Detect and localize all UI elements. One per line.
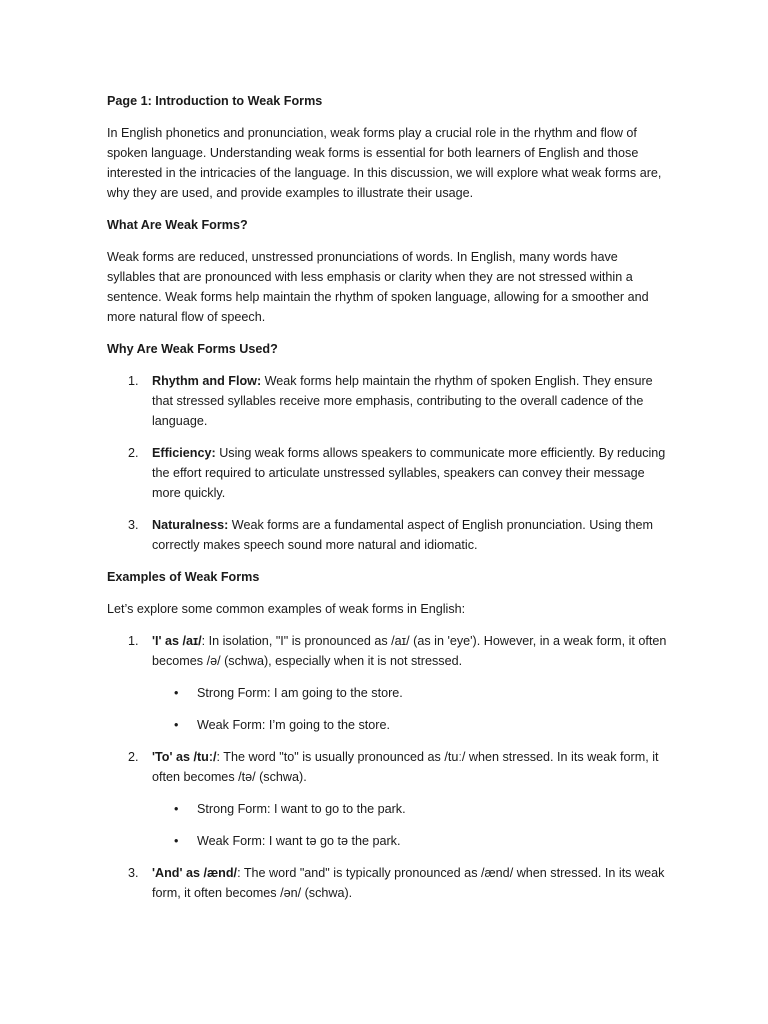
what-heading: What Are Weak Forms? xyxy=(107,218,248,232)
list-number: 3. xyxy=(128,866,139,880)
list-number: 3. xyxy=(128,518,139,532)
bullet-text: Weak Form: I’m going to the store. xyxy=(197,718,390,732)
list-term: Efficiency: xyxy=(152,446,216,460)
bullet-text: Weak Form: I want tə go tə the park. xyxy=(197,834,401,848)
list-term: Rhythm and Flow: xyxy=(152,374,262,388)
why-list xyxy=(107,371,668,555)
why-list-item xyxy=(107,515,668,555)
list-number: 1. xyxy=(128,374,139,388)
list-term: 'I' as /aɪ/ xyxy=(152,634,202,648)
bullet-icon: • xyxy=(174,834,179,848)
bullet-item xyxy=(152,831,668,851)
bullet-item xyxy=(152,715,668,735)
list-number: 2. xyxy=(128,750,139,764)
examples-intro: Let’s explore some common examples of weak forms in English: xyxy=(107,602,466,616)
example-item xyxy=(107,747,668,851)
why-heading: Why Are Weak Forms Used? xyxy=(107,342,278,356)
list-text: : In isolation, "I" is pronounced as /aɪ/ (as in 'eye'). However, in a weak form, it often becomes /ə/ (schwa), especially when it is not stressed. xyxy=(152,634,667,668)
list-text: : The word "to" is usually pronounced as /tuː/ when stressed. In its weak form, it often becomes /tə/ (schwa). xyxy=(152,750,659,784)
list-term: 'And' as /ænd/ xyxy=(152,866,238,880)
example-item xyxy=(107,863,668,903)
bullet-item xyxy=(152,799,668,819)
bullet-icon: • xyxy=(174,718,179,732)
why-list-item xyxy=(107,443,668,503)
list-text: Using weak forms allows speakers to communicate more efficiently. By reducing the effort required to articulate unstressed syllables, speakers can convey their message more quickly. xyxy=(152,446,666,500)
list-number: 2. xyxy=(128,446,139,460)
examples-heading: Examples of Weak Forms xyxy=(107,570,260,584)
why-list-item xyxy=(107,371,668,431)
bullet-text: Strong Form: I am going to the store. xyxy=(197,686,403,700)
list-text: Weak forms help maintain the rhythm of spoken English. They ensure that stressed syllables receive more emphasis, contributing to the overall cadence of the language. xyxy=(152,374,653,428)
example-item xyxy=(107,631,668,735)
bullet-text: Strong Form: I want to go to the park. xyxy=(197,802,406,816)
list-term: Naturalness: xyxy=(152,518,229,532)
example-bullets xyxy=(152,799,668,851)
list-text: : The word "and" is typically pronounced as /ænd/ when stressed. In its weak form, it often becomes /ən/ (schwa). xyxy=(152,866,665,900)
examples-list xyxy=(107,631,668,903)
bullet-icon: • xyxy=(174,686,179,700)
what-paragraph: Weak forms are reduced, unstressed pronunciations of words. In English, many words have syllables that are pronounced with less emphasis or clarity when they are not stressed within a sentence. Weak forms help maintain the rhythm of spoken language, allowing for a smoother and more natural flow of speech. xyxy=(107,250,649,324)
list-text: Weak forms are a fundamental aspect of English pronunciation. Using them correctly makes speech sound more natural and idiomatic. xyxy=(152,518,653,552)
list-term: 'To' as /tuː/ xyxy=(152,750,217,764)
bullet-icon: • xyxy=(174,802,179,816)
page-title: Page 1: Introduction to Weak Forms xyxy=(107,94,323,108)
intro-paragraph: In English phonetics and pronunciation, weak forms play a crucial role in the rhythm and flow of spoken language. Understanding weak forms is essential for both learners of English and those interested in the intricacies of the language. In this discussion, we will explore what weak forms are, why they are used, and provide examples to illustrate their usage. xyxy=(107,126,662,200)
bullet-item xyxy=(152,683,668,703)
example-bullets xyxy=(152,683,668,735)
list-number: 1. xyxy=(128,634,139,648)
